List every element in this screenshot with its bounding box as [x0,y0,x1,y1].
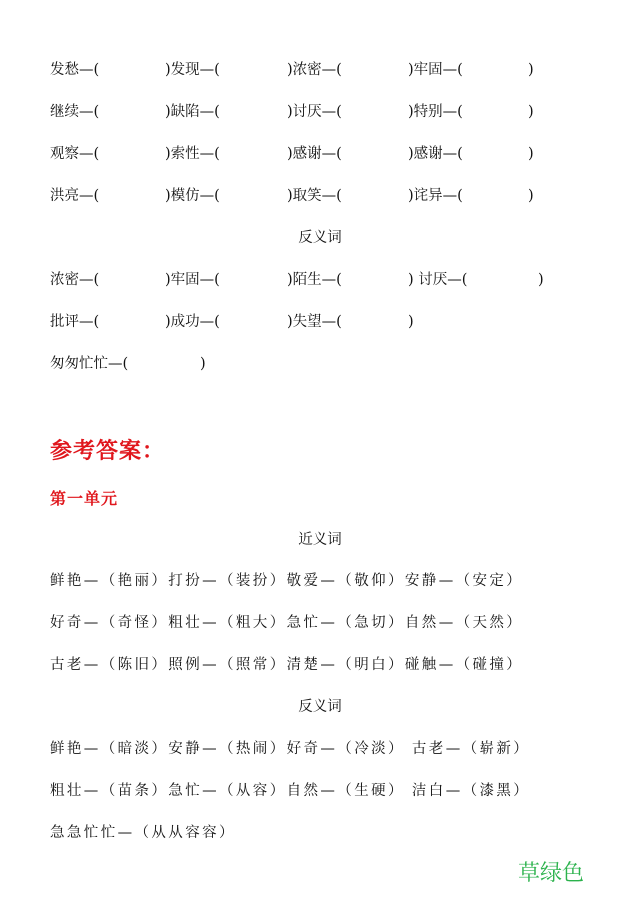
answer-title: 参考答案： [50,438,166,464]
exercise-item: 匆匆忙忙—( [50,356,129,372]
exercise-item: )发现—( [165,62,220,78]
synonym-heading: 近义词 [298,532,342,548]
exercise-item: )浓密—( [287,62,342,78]
exercise-item: ) 讨厌—( [408,272,468,288]
watermark: 草绿色 [518,861,585,886]
exercise-item: ) [528,62,534,78]
answer-line: 急急忙忙—（从从容容） [50,825,236,841]
exercise-item: )牢固—( [408,62,463,78]
exercise-item: )成功—( [165,314,220,330]
exercise-item: 批评—( [50,314,100,330]
exercise-item: )感谢—( [408,146,463,162]
exercise-item: 观察—( [50,146,100,162]
antonym-heading: 反义词 [298,230,342,246]
exercise-item: )模仿—( [165,188,220,204]
exercise-item: ) [408,314,414,330]
exercise-item: ) [528,104,534,120]
exercise-item: )陌生—( [287,272,342,288]
exercise-item: ) [538,272,544,288]
answer-line: 鲜艳—（艳丽）打扮—（装扮）敬爱—（敬仰）安静—（安定） [50,573,524,589]
answer-line: 粗壮—（苗条）急忙—（从容）自然—（生硬） 洁白—（漆黑） [50,783,531,799]
exercise-item: 浓密—( [50,272,100,288]
exercise-item: 洪亮—( [50,188,100,204]
exercise-item: )索性—( [165,146,220,162]
antonym-answer-heading: 反义词 [298,699,342,715]
unit-title: 第一单元 [50,489,119,508]
exercise-item: ) [528,146,534,162]
exercise-item: 发愁—( [50,62,100,78]
exercise-item: )缺陷—( [165,104,220,120]
answer-line: 古老—（陈旧）照例—（照常）清楚—（明白）碰触—（碰撞） [50,657,524,673]
exercise-item: ) [528,188,534,204]
answer-line: 好奇—（奇怪）粗壮—（粗大）急忙—（急切）自然—（天然） [50,615,524,631]
exercise-item: )感谢—( [287,146,342,162]
exercise-item: )牢固—( [165,272,220,288]
exercise-item: ) [200,356,206,372]
exercise-item: 继续—( [50,104,100,120]
answer-line: 鲜艳—（暗淡）安静—（热闹）好奇—（冷淡） 古老—（崭新） [50,741,531,757]
exercise-item: )特别—( [408,104,463,120]
exercise-item: )诧异—( [408,188,463,204]
exercise-item: )失望—( [287,314,342,330]
exercise-item: )取笑—( [287,188,342,204]
exercise-item: )讨厌—( [287,104,342,120]
